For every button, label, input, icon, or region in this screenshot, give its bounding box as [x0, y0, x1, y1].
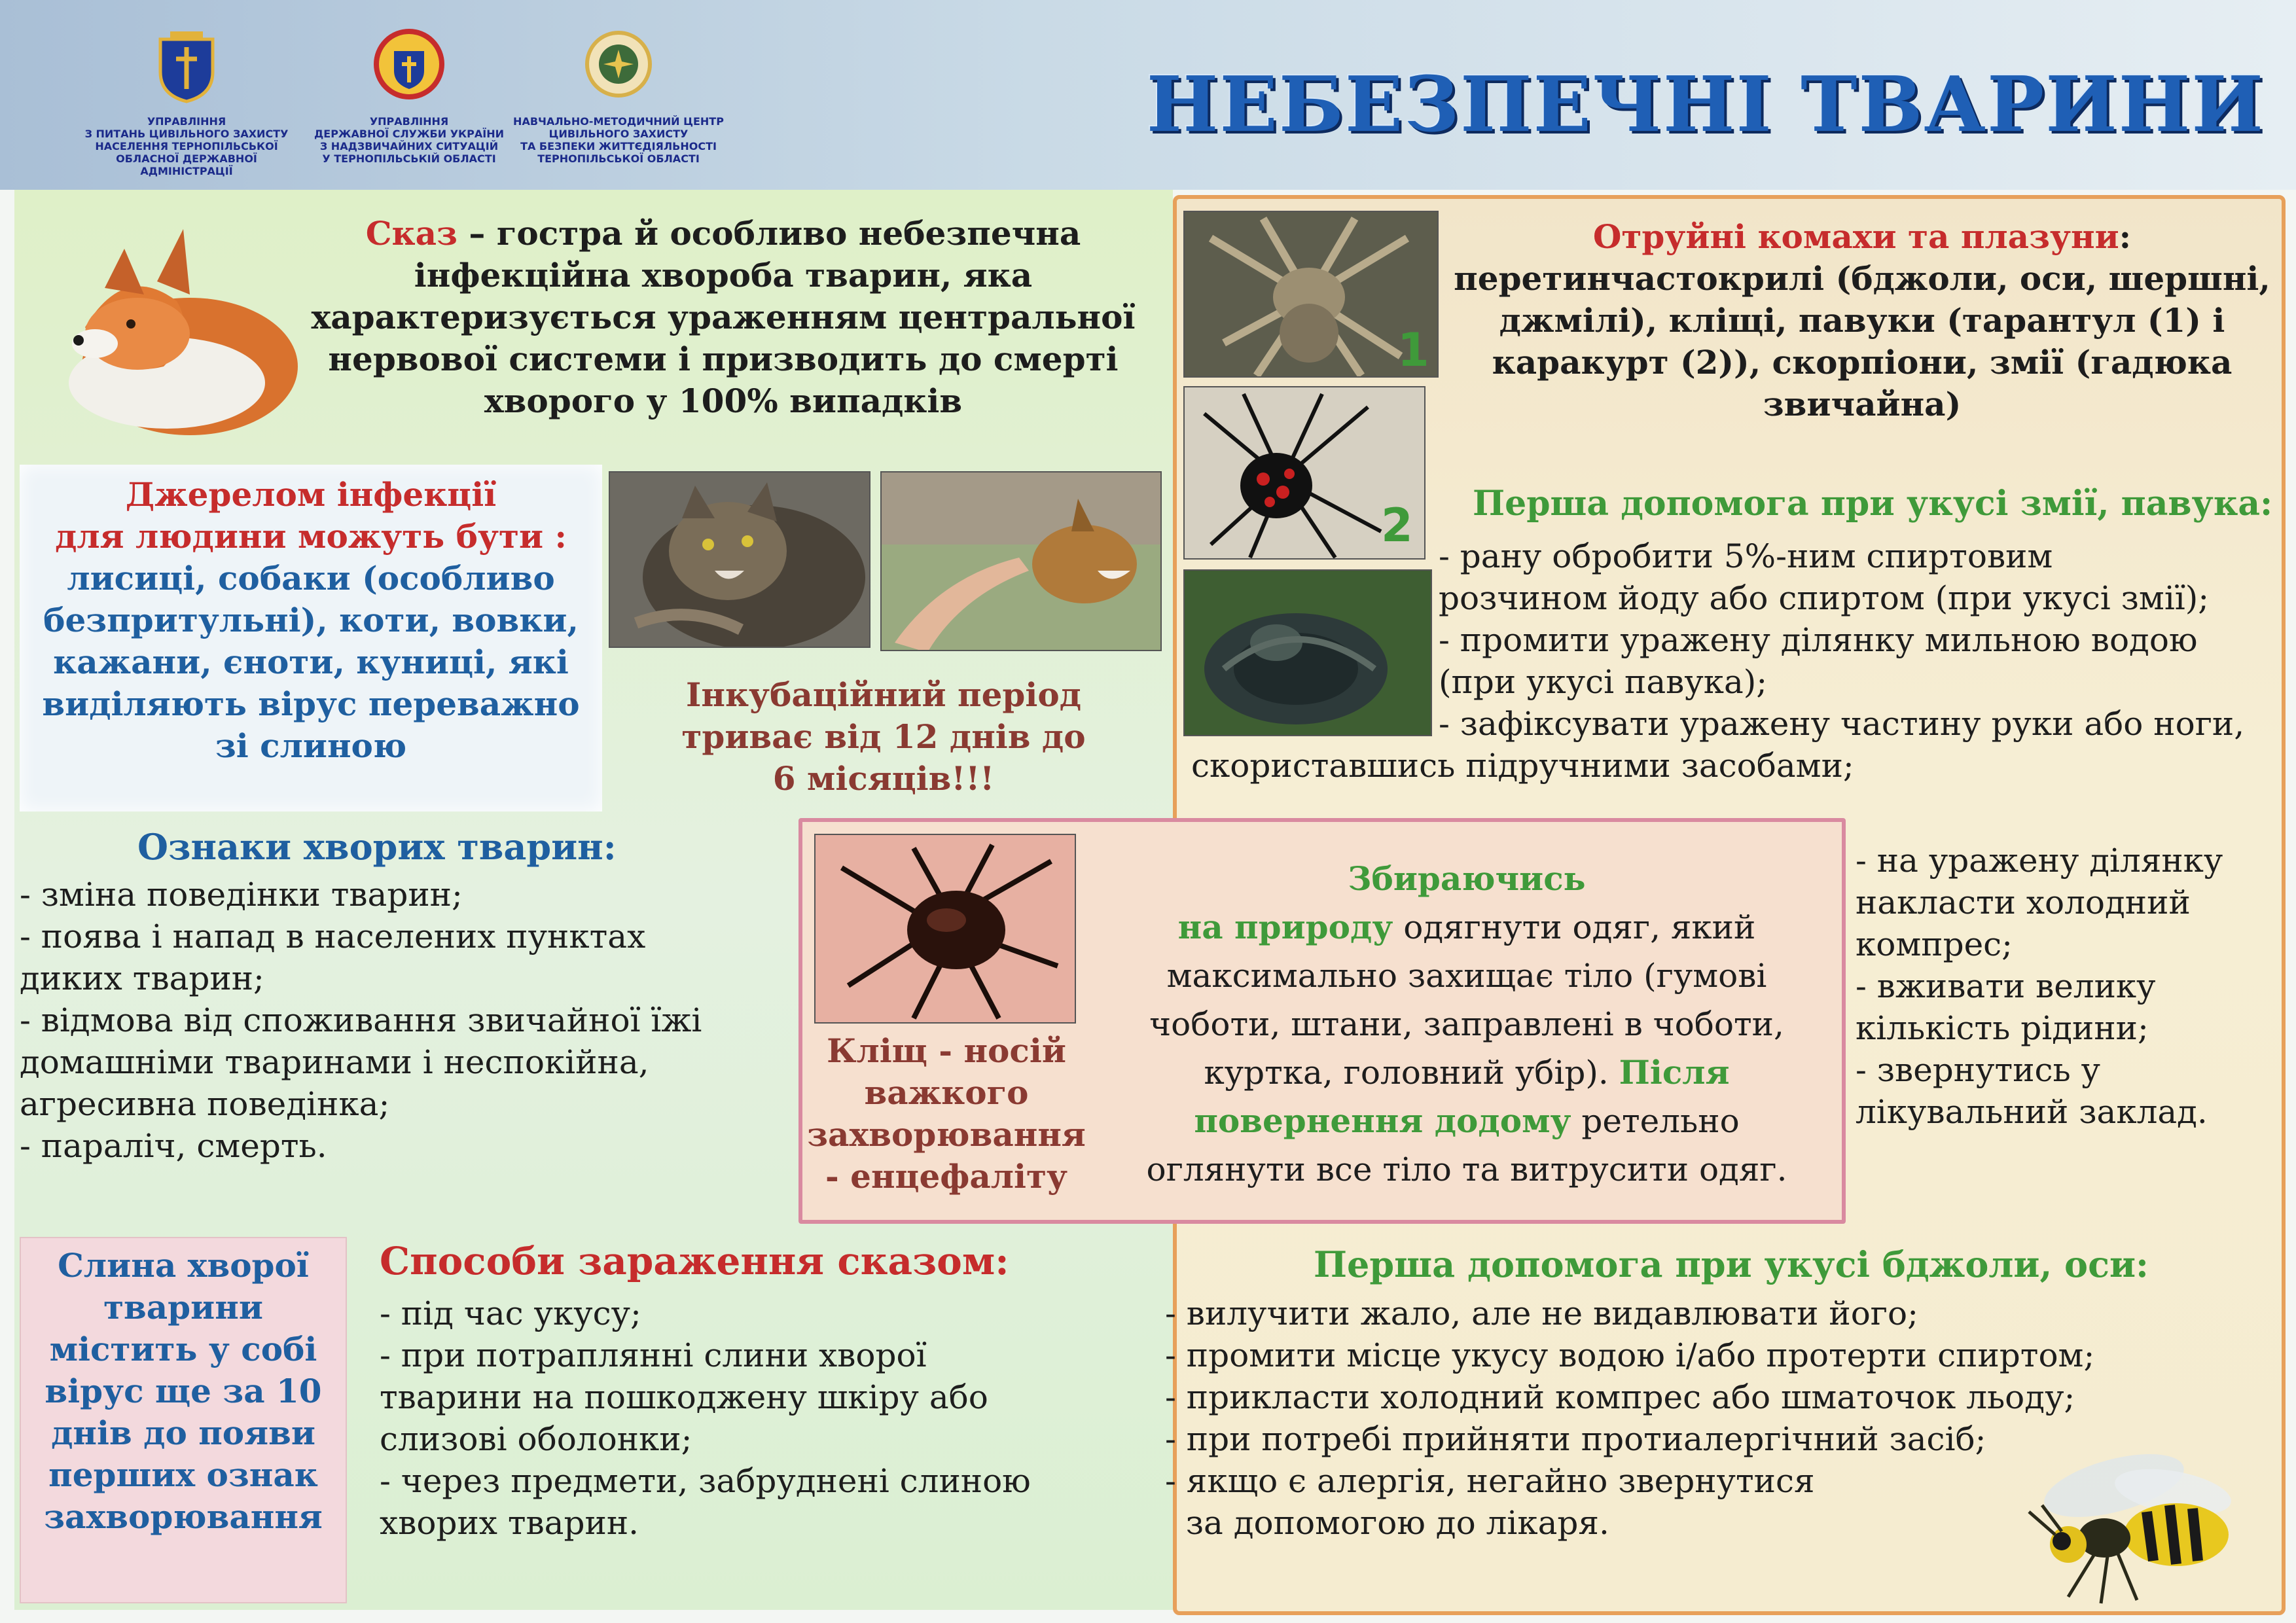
- logo-caption: НАВЧАЛЬНО-МЕТОДИЧНИЙ ЦЕНТР ЦИВІЛЬНОГО ЗАХИСТУ ТА БЕЗПЕКИ ЖИТТЄДІЯЛЬНОСТІ ТЕРНОПІЛЬСЬКОЇ ОБЛАСТІ: [513, 115, 724, 165]
- list-item: - поява і напад в населених пунктах: [20, 918, 646, 955]
- emergency-service-emblem-icon: [373, 26, 445, 105]
- list-item: за допомогою до лікаря.: [1165, 1504, 1609, 1542]
- list-item: - зміна поведінки тварин;: [20, 876, 463, 914]
- list-item: компрес;: [1856, 925, 2013, 963]
- page-title: НЕБЕЗПЕЧНІ ТВАРИНИ: [1146, 60, 2265, 149]
- list-item: лікувальний заклад.: [1856, 1093, 2208, 1131]
- list-item: - прикласти холодний компрес або шматочок льоду;: [1165, 1378, 2075, 1416]
- list-item: хворих тварин.: [380, 1504, 639, 1542]
- logo-training-center: [511, 26, 726, 165]
- list-item: тварини на пошкоджену шкіру або: [380, 1378, 988, 1416]
- list-item: - при потраплянні слини хворої: [380, 1336, 927, 1374]
- logo-emergency-service: [301, 26, 517, 165]
- infection-source-box: Джерелом інфекції для людини можуть бути : лисиці, собаки (особливо безпритульні), коти, вовки, кажани, єноти, куниці, які виділяють вірус переважно зі слиною: [20, 465, 602, 812]
- karakurt-spider-photo: [1183, 386, 1426, 560]
- list-item: - вилучити жало, але не видавлювати його;: [1165, 1294, 1918, 1332]
- list-item: - промити місце укусу водою і/або протерти спиртом;: [1165, 1336, 2095, 1374]
- logo-civil-protection-directorate: [79, 26, 295, 177]
- tick-advice: Збираючись на природу одягнути одяг, який максимально захищає тіло (гумові чоботи, штани, заправлені в чоботи, куртка, головний убір). Після повернення додому ретельно оглянути все тіло та витрусити одяг.: [1146, 859, 1787, 1188]
- saliva-warning-box: Слина хворої тварини містить у собі вірус ще за 10 днів до появи перших ознак захворювання: [20, 1237, 347, 1603]
- signs-heading: Ознаки хворих тварин:: [137, 826, 617, 868]
- list-item: - якщо є алергія, негайно звернутися: [1165, 1462, 1815, 1500]
- viper-photo: [1183, 569, 1432, 736]
- header-banner: [0, 0, 2296, 190]
- infection-ways-heading: Способи зараження сказом:: [380, 1239, 1009, 1283]
- venomous-section: Отруйні комахи та плазуни: перетинчастокрилі (бджоли, оси, шершні, джмілі), кліщі, павуки (тарантул (1) і каракурт (2)), скорпіони, змії (гадюка звичайна): [1454, 217, 2270, 423]
- list-item: - зафіксувати уражену частину руки або ноги,: [1439, 705, 2245, 743]
- logo-caption: УПРАВЛІННЯ ДЕРЖАВНОЇ СЛУЖБИ УКРАЇНИ З НАДЗВИЧАЙНИХ СИТУАЦІЙ У ТЕРНОПІЛЬСЬКІЙ ОБЛАСТІ: [314, 115, 504, 165]
- list-item: слизові оболонки;: [380, 1420, 692, 1458]
- photo-label-2: 2: [1381, 499, 1413, 552]
- incubation-period: Інкубаційний період триває від 12 днів до 6 місяців!!!: [681, 675, 1086, 798]
- tick-photo: [814, 834, 1076, 1024]
- venomous-heading: Отруйні комахи та плазуни: [1592, 217, 2119, 256]
- list-item: агресивна поведінка;: [20, 1085, 390, 1123]
- tick-warning-box: [798, 818, 1846, 1224]
- list-item: кількість рідини;: [1856, 1009, 2149, 1047]
- aggressive-dog-photo: [880, 471, 1162, 651]
- list-item: - параліч, смерть.: [20, 1127, 327, 1165]
- tarantula-photo: [1183, 211, 1439, 378]
- snake-first-aid-list-continued: [1856, 840, 2287, 1133]
- training-center-emblem-icon: [583, 26, 655, 105]
- fox-photo: [26, 203, 301, 445]
- regional-coat-of-arms-icon: [154, 26, 219, 105]
- snake-first-aid-list: [1439, 535, 2289, 745]
- list-item: - звернутись у: [1856, 1051, 2101, 1089]
- aggressive-cat-photo: [609, 471, 870, 648]
- bee-first-aid-list: [1165, 1293, 2147, 1544]
- list-item: - вживати велику: [1856, 967, 2156, 1005]
- rabies-definition: Сказ – гостра й особливо небезпечна інфекційна хвороба тварин, яка характеризується ураженням центральної нервової системи і призводить до смерті хворого у 100% випадків: [311, 214, 1136, 420]
- list-item: - через предмети, забруднені слиною: [380, 1462, 1031, 1500]
- list-item: - на уражену ділянку: [1856, 842, 2223, 880]
- list-item: накласти холодний: [1856, 883, 2191, 921]
- list-item: - рану обробити 5%-ним спиртовим: [1439, 537, 2053, 575]
- signs-list: [20, 874, 798, 1167]
- snake-first-aid-heading: Перша допомога при укусі змії, павука:: [1473, 484, 2273, 524]
- rabies-term: Сказ: [365, 214, 457, 253]
- photo-label-1: 1: [1397, 323, 1429, 377]
- snake-first-aid-list-cont: [1191, 745, 2278, 787]
- list-item: - при потребі прийняти протиалергічний засіб;: [1165, 1420, 1986, 1458]
- bee-first-aid-heading: Перша допомога при укусі бджоли, оси:: [1314, 1243, 2149, 1285]
- logo-caption: УПРАВЛІННЯ З ПИТАНЬ ЦИВІЛЬНОГО ЗАХИСТУ НАСЕЛЕННЯ ТЕРНОПІЛЬСЬКОЇ ОБЛАСНОЇ ДЕРЖАВНОЇ АДМІНІСТРАЦІЇ: [84, 115, 289, 177]
- list-item: скориставшись підручними засобами;: [1191, 747, 1854, 785]
- list-item: - під час укусу;: [380, 1294, 641, 1332]
- list-item: розчином йоду або спиртом (при укусі змії);: [1439, 579, 2210, 617]
- list-item: (при укусі павука);: [1439, 663, 1768, 701]
- list-item: домашніми тваринами і неспокійна,: [20, 1043, 649, 1081]
- list-item: - відмова від споживання звичайної їжі: [20, 1001, 702, 1039]
- infection-ways-list: [380, 1293, 1152, 1544]
- wasp-illustration: [2016, 1446, 2251, 1610]
- list-item: диких тварин;: [20, 959, 264, 997]
- list-item: - промити уражену ділянку мильною водою: [1439, 621, 2198, 659]
- tick-caption: Кліщ - носій важкого захворювання - енцефаліту: [807, 1031, 1086, 1196]
